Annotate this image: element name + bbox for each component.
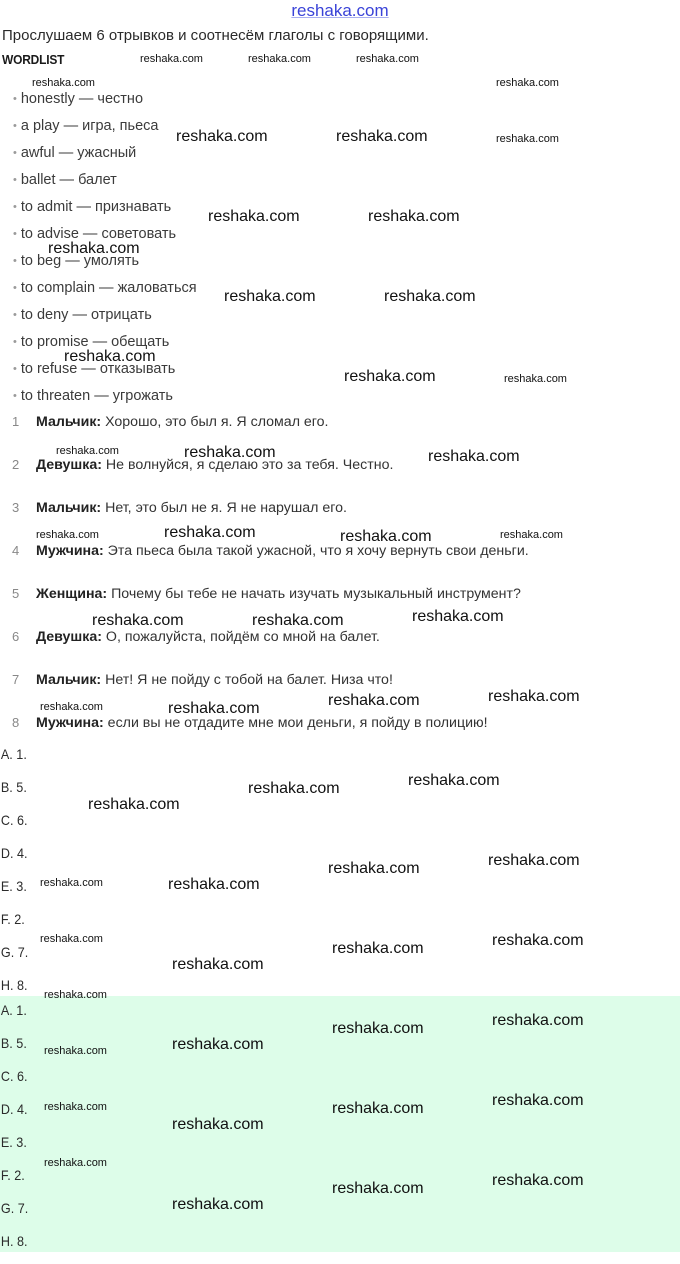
watermark: reshaka.com [336,128,428,145]
bullet-icon: • [13,174,17,186]
watermark: reshaka.com [488,688,580,705]
watermark: reshaka.com [44,1101,107,1113]
watermark: reshaka.com [32,77,95,89]
watermark: reshaka.com [172,1116,264,1133]
watermark: reshaka.com [92,612,184,629]
speaker-label: Женщина: [36,586,108,602]
watermark: reshaka.com [184,444,276,461]
watermark: reshaka.com [332,1180,424,1197]
line-text: если вы не отдадите мне мои деньги, я пойду в полицию! [103,715,488,731]
bullet-icon: • [13,201,17,213]
line-number: 1 [12,414,20,429]
watermark: reshaka.com [164,524,256,541]
answer-item: H. 8. [0,977,28,993]
watermark: reshaka.com [408,772,500,789]
watermark: reshaka.com [332,1020,424,1037]
speaker-label: Мальчик: [36,500,102,516]
line-text: Нет! Я не пойду с тобой на балет. Низа что! [101,672,393,688]
watermark: reshaka.com [168,876,260,893]
answer-item: C. 6. [0,812,28,828]
line-number: 6 [12,629,20,644]
line-number: 4 [12,543,20,558]
line-text: Нет, это был не я. Я не нарушал его. [101,500,347,516]
answer-item: D. 4. [0,845,28,861]
watermark: reshaka.com [492,1092,584,1109]
bullet-icon: • [13,255,17,267]
line-number: 7 [12,672,20,687]
answer-item: D. 4. [0,1101,28,1117]
answer-item: B. 5. [0,1035,27,1051]
watermark: reshaka.com [328,860,420,877]
watermark: reshaka.com [492,932,584,949]
wordlist [13,90,197,414]
watermark: reshaka.com [252,612,344,629]
answer-item: F. 2. [0,911,25,927]
wordlist-item: • ballet — балет [13,172,117,188]
watermark: reshaka.com [36,529,99,541]
wordlist-item: • to admit — признавать [13,199,172,215]
bullet-icon: • [13,336,17,348]
watermark: reshaka.com [488,852,580,869]
bullet-icon: • [13,390,17,402]
watermark: reshaka.com [428,448,520,465]
watermark: reshaka.com [356,53,419,65]
watermark: reshaka.com [40,933,103,945]
watermark: reshaka.com [248,53,311,65]
wordlist-item: • to threaten — угрожать [13,388,173,404]
watermark: reshaka.com [176,128,268,145]
watermark: reshaka.com [496,77,559,89]
speaker-label: Мужчина: [36,715,104,731]
bullet-icon: • [13,309,17,321]
line-text: Почему бы тебе не начать изучать музыкальный инструмент? [107,586,521,602]
wordlist-item: • a play — игра, пьеса [13,118,159,134]
speaker-label: Мальчик: [36,414,102,430]
line-number: 8 [12,715,20,730]
answer-item: C. 6. [0,1068,28,1084]
bullet-icon: • [13,363,17,375]
watermark: reshaka.com [172,956,264,973]
answer-item: F. 2. [0,1167,25,1183]
watermark: reshaka.com [412,608,504,625]
answer-list [0,744,680,1008]
site-header-link[interactable]: reshaka.com [291,1,389,20]
bullet-icon: • [13,147,17,159]
answer-item: E. 3. [0,1134,27,1150]
answer-item: E. 3. [0,878,27,894]
watermark: reshaka.com [172,1196,264,1213]
line-text: О, пожалуйста, пойдём со мной на балет. [101,629,380,645]
wordlist-item: • to advise — советовать [13,226,177,242]
answer-item: A. 1. [0,746,27,762]
answer-list-highlighted [0,996,680,1252]
line-number: 5 [12,586,20,601]
line-text: Хорошо, это был я. Я сломал его. [101,414,329,430]
task-intro: Прослушаем 6 отрывков и соотнесём глаголы с говорящими. [2,27,429,44]
answer-item: H. 8. [0,1233,28,1249]
watermark: reshaka.com [248,780,340,797]
watermark: reshaka.com [384,288,476,305]
bullet-icon: • [13,93,17,105]
watermark: reshaka.com [48,240,140,257]
watermark: reshaka.com [328,692,420,709]
wordlist-item: • to complain — жаловаться [13,280,197,296]
bullet-icon: • [13,228,17,240]
wordlist-item: • to promise — обещать [13,334,170,350]
line-number: 3 [12,500,20,515]
watermark: reshaka.com [44,1157,107,1169]
answer-item: B. 5. [0,779,27,795]
answer-item: G. 7. [0,944,29,960]
watermark: reshaka.com [64,348,156,365]
watermark: reshaka.com [88,796,180,813]
answer-item: A. 1. [0,1002,27,1018]
watermark: reshaka.com [40,701,103,713]
wordlist-item: • honestly — честно [13,91,144,107]
speaker-label: Мальчик: [36,672,102,688]
wordlist-item: • to refuse — отказывать [13,361,176,377]
watermark: reshaka.com [368,208,460,225]
watermark: reshaka.com [56,445,119,457]
watermark: reshaka.com [172,1036,264,1053]
wordlist-title: WORDLIST [2,52,65,67]
wordlist-item: • to deny — отрицать [13,307,152,323]
bullet-icon: • [13,120,17,132]
answer-item: G. 7. [0,1200,29,1216]
watermark: reshaka.com [340,528,432,545]
speaker-label: Девушка: [36,629,102,645]
watermark: reshaka.com [208,208,300,225]
watermark: reshaka.com [344,368,436,385]
line-text: Эта пьеса была такой ужасной, что я хочу вернуть свои деньги. [103,543,529,559]
watermark: reshaka.com [140,53,203,65]
watermark: reshaka.com [492,1172,584,1189]
watermark: reshaka.com [496,133,559,145]
watermark: reshaka.com [500,529,563,541]
watermark: reshaka.com [492,1012,584,1029]
line-number: 2 [12,457,20,472]
watermark: reshaka.com [504,373,567,385]
watermark: reshaka.com [332,1100,424,1117]
watermark: reshaka.com [168,700,260,717]
wordlist-item: • to beg — умолять [13,253,140,269]
bullet-icon: • [13,282,17,294]
watermark: reshaka.com [224,288,316,305]
watermark: reshaka.com [40,877,103,889]
watermark: reshaka.com [44,1045,107,1057]
wordlist-item: • awful — ужасный [13,145,137,161]
line-text: Не волнуйся, я сделаю это за тебя. Честно. [101,457,394,473]
speaker-label: Девушка: [36,457,102,473]
watermark: reshaka.com [44,989,107,1001]
watermark: reshaka.com [332,940,424,957]
speaker-label: Мужчина: [36,543,104,559]
